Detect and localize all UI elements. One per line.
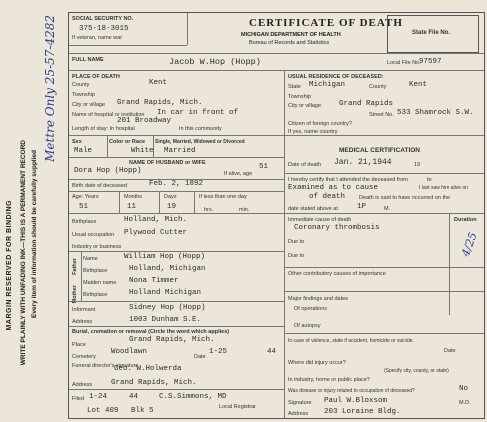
- cause-value: Coronary thrombosis: [294, 224, 380, 232]
- accident-date-label: Date: [444, 348, 456, 354]
- pod-city-value: Grand Rapids, Mich.: [117, 99, 203, 107]
- local-file-value: 97597: [419, 58, 442, 66]
- pod-township-label: Township: [72, 92, 95, 98]
- age-months-label: Months: [124, 194, 143, 200]
- full-name-label: FULL NAME: [72, 57, 104, 63]
- director-address-value: Grand Rapids, Mich.: [111, 379, 197, 387]
- color-label: Color or Race: [109, 139, 146, 145]
- certify-to: to: [427, 177, 432, 183]
- death-date-value: Jan. 21,1944: [334, 158, 392, 167]
- pod-city-label: City or village: [72, 102, 106, 108]
- date-stated-label: date stated above at: [288, 206, 338, 212]
- father-name-value: William Hop (Hopp): [124, 253, 206, 261]
- usual-occ-value: Plywood Cutter: [124, 229, 188, 237]
- spouse-alive-label: If alive, age: [224, 171, 253, 177]
- spouse-value: Dora Hop (Hopp): [74, 167, 142, 175]
- margin-every-item-text: Every item of information should be carefully supplied: [31, 150, 38, 318]
- immediate-cause-label: Immediate cause of death: [288, 217, 352, 223]
- signature-label: Signature: [288, 400, 312, 406]
- age-days-label: Days: [164, 194, 177, 200]
- color-value: White: [131, 147, 154, 155]
- veteran-label: If veteran, name war: [72, 35, 123, 41]
- res-city-value: Grand Rapids: [339, 100, 394, 108]
- signature-value: Paul W.Bloxsom: [324, 397, 388, 405]
- autopsy-label: Of autopsy: [294, 323, 321, 329]
- registrar-label: Local Registrar: [219, 404, 256, 410]
- bureau-name: Bureau of Records and Statistics: [249, 40, 330, 46]
- spouse-label: NAME OF HUSBAND or WIFE: [129, 160, 206, 166]
- res-state-value: Michigan: [309, 81, 346, 89]
- of-death-text: of death: [309, 193, 346, 201]
- burial-date-label: Date: [194, 354, 206, 360]
- death-said-text: Death is said to have occurred on the: [359, 195, 451, 201]
- local-file-label: Local File No.: [387, 60, 421, 66]
- birthplace-label: Birthplace: [72, 219, 97, 225]
- where-label: Where did injury occur?: [288, 360, 346, 366]
- pod-community-label: In this community: [179, 126, 222, 132]
- certificate-title: CERTIFICATE OF DEATH: [249, 17, 403, 29]
- mother-maiden-label: Maiden name: [83, 280, 117, 286]
- physician-address-label: Address: [288, 411, 309, 417]
- hrs-label: hrs.: [204, 207, 214, 213]
- res-state-label: State: [288, 84, 301, 90]
- father-birthplace-label: Birthplace: [83, 268, 108, 274]
- accident-label: In case of violence, state if accident, homicide or suicide.: [288, 338, 414, 344]
- birthplace-value: Holland, Mich.: [124, 216, 188, 224]
- ssn-label: SOCIAL SECURITY NO.: [72, 16, 134, 22]
- duration-label: Duration: [454, 217, 477, 223]
- birth-date-value: Feb. 2, 1892: [149, 180, 204, 188]
- age-years-label: Age: Years: [72, 194, 99, 200]
- occupation-answer: No: [459, 385, 469, 393]
- usual-occ-label: Usual occupation: [72, 232, 115, 238]
- marital-value: Married: [164, 147, 196, 155]
- residence-label: USUAL RESIDENCE OF DECEASED:: [288, 74, 384, 80]
- burial-place-label: Place: [72, 342, 86, 348]
- md-label: M.D.: [459, 400, 471, 406]
- mother-birthplace-label: Birthplace: [83, 292, 108, 298]
- pod-hospital-label: Name of hospital or institution: [72, 112, 145, 118]
- mother-birthplace-value: Holland Michigan: [129, 289, 202, 297]
- res-township-label: Township: [288, 94, 311, 100]
- death-date-label: Date of death: [288, 162, 322, 168]
- director-value: Geo. W.Holwerda: [114, 365, 182, 373]
- director-address-label: Address: [72, 382, 93, 388]
- pod-county-label: County: [72, 82, 90, 88]
- age-months-value: 11: [127, 203, 137, 211]
- age-days-value: 19: [167, 203, 177, 211]
- min-label: min.: [239, 207, 250, 213]
- mother-maiden-value: Nona Timmer: [129, 277, 179, 285]
- time-value: 1P: [357, 203, 367, 211]
- department-name: MICHIGAN DEPARTMENT OF HEALTH: [241, 32, 341, 38]
- father-name-label: Name: [83, 256, 98, 262]
- certify-text: I hereby certify that I attended the deceased from: [288, 177, 408, 183]
- res-street-value: 533 Shamrock S.W.: [397, 109, 474, 117]
- full-name-value: Jacob W.Hop (Hopp): [169, 57, 261, 67]
- sex-value: Male: [74, 147, 93, 155]
- marital-label: Single, Married, Widowed or Divorced: [155, 139, 245, 145]
- specify-label: (Specify city, county, or state): [384, 368, 449, 374]
- under-day-label: If less than one day: [199, 194, 247, 200]
- cemetery-label: Cemetery: [72, 354, 96, 360]
- registrar-value: C.S.Simmons, MD: [159, 393, 227, 401]
- pod-street-value: 201 Broadway: [117, 117, 172, 125]
- pod-length-label: Length of stay: In hospital: [72, 126, 135, 132]
- margin-handwriting: Mettre Only 25-57-4282: [43, 15, 57, 162]
- lot-value: Lot 409: [87, 407, 119, 415]
- margin-write-plainly-text: WRITE PLAINLY WITH UNFADING INK—THIS IS A PERMANENT RECORD: [20, 140, 27, 366]
- res-foreign-label: Citizen of foreign country?: [288, 121, 352, 127]
- state-file-label: State File No.: [412, 30, 451, 36]
- filed-label: Filed: [72, 396, 84, 402]
- res-county-label: County: [369, 84, 387, 90]
- burial-date-value: 1-25: [209, 348, 228, 356]
- ssn-value: 375-18-3015: [79, 25, 129, 33]
- filed-value: 1-24: [89, 393, 108, 401]
- binding-margin: [0, 0, 62, 422]
- operations-label: Of operations: [294, 306, 328, 312]
- due-to-label-2: Due to: [288, 253, 305, 259]
- place-of-death-label: PLACE OF DEATH: [72, 74, 120, 80]
- res-county-value: Kent: [409, 81, 428, 89]
- sex-label: Sex: [72, 139, 82, 145]
- burial-label: Burial, cremation or removal (Circle the word which applies): [72, 329, 230, 335]
- informant-address-value: 1003 Dunham S.E.: [129, 316, 202, 324]
- father-birthplace-value: Holland, Michigan: [129, 265, 206, 273]
- birth-date-label: Birth date of deceased: [72, 183, 128, 189]
- res-yes-label: If yes, name country: [288, 129, 338, 135]
- occupation-question: Was disease or injury related to occupation of deceased?: [288, 388, 415, 394]
- major-findings-label: Major findings and dates: [288, 296, 348, 302]
- margin-reserved-text: MARGIN RESERVED FOR BINDING: [6, 200, 13, 331]
- physician-address-value: 203 Loraine Bldg.: [324, 408, 401, 416]
- informant-value: Sidney Hop (Hopp): [129, 304, 206, 312]
- home-label: In industry, home or public place?: [288, 377, 370, 383]
- last-saw-label: I last saw him alive on: [419, 185, 468, 191]
- contributory-label: Other contributory causes of importance: [288, 271, 386, 277]
- filed-year-value: 44: [129, 393, 139, 401]
- mother-tag: Mother: [72, 285, 78, 304]
- industry-label: Industry or business: [72, 244, 122, 250]
- spouse-age-value: 51: [259, 163, 269, 171]
- certificate-form: [68, 12, 485, 419]
- res-street-label: Street No.: [369, 112, 394, 118]
- pod-hospital-value: In car in front of: [157, 109, 239, 117]
- due-to-label-1: Due to: [288, 239, 305, 245]
- state-file-box: [387, 15, 479, 53]
- burial-place-value: Grand Rapids, Mich.: [129, 336, 215, 344]
- medical-label: MEDICAL CERTIFICATION: [339, 147, 421, 154]
- informant-label: Informant: [72, 307, 96, 313]
- examined-text: Examined as to cause: [288, 184, 379, 192]
- director-label: Funeral director's signature: [72, 363, 139, 369]
- death-year-label: 19: [414, 162, 421, 168]
- burial-year-value: 44: [267, 348, 277, 356]
- lot2-value: Blk 5: [131, 407, 154, 415]
- age-years-value: 51: [79, 203, 89, 211]
- pod-county-value: Kent: [149, 79, 168, 87]
- father-tag: Father: [72, 258, 78, 275]
- medical-handwriting: 4/25: [459, 230, 480, 259]
- cemetery-value: Woodlawn: [111, 348, 148, 356]
- m-label: M.: [384, 206, 391, 212]
- res-city-label: City or village: [288, 103, 322, 109]
- informant-address-label: Address: [72, 319, 93, 325]
